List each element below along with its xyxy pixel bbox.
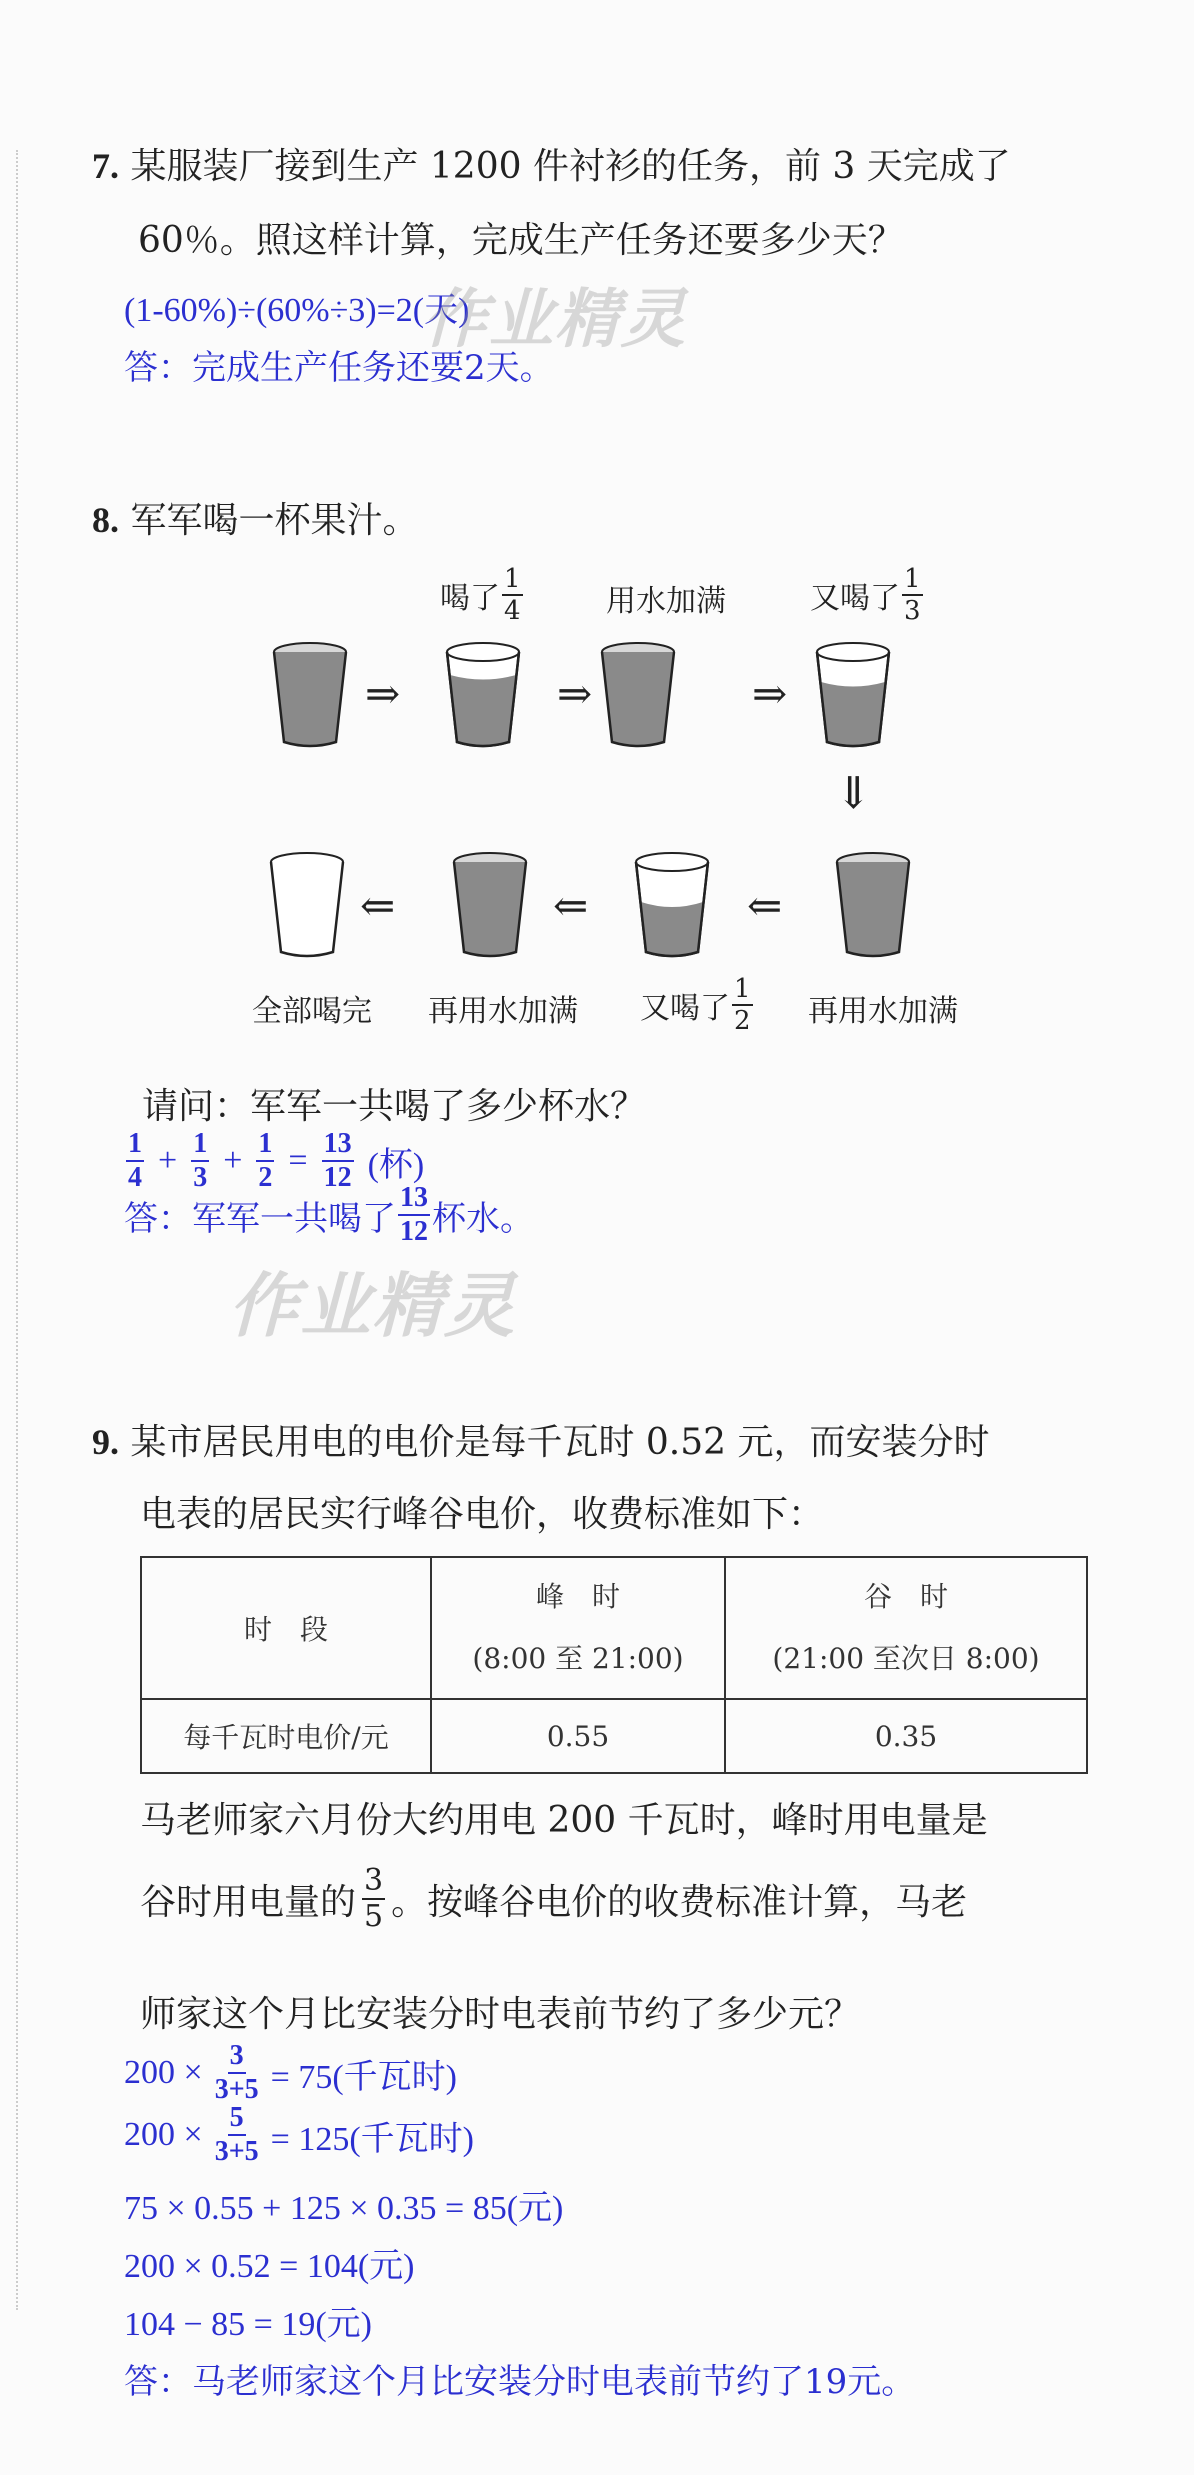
watermark-logo-1: 作业精灵 bbox=[418, 283, 703, 357]
fraction-three-fifths bbox=[362, 1863, 385, 1934]
cell-peak-price: 0.55 bbox=[431, 1699, 725, 1773]
frac-num: 1 bbox=[191, 1130, 209, 1162]
q7-solution: (1-60%)÷(60%÷3)=2(天) bbox=[124, 292, 470, 329]
q8-question: 请问：军军一共喝了多少杯水？ bbox=[142, 1086, 647, 1127]
frac-den: 2 bbox=[258, 1162, 273, 1193]
price-table bbox=[140, 1556, 1088, 1774]
sol2-prefix: 200 × bbox=[124, 2116, 203, 2153]
q7-text-line1: 某服装厂接到生产 1200 件衬衫的任务，前 3 天完成了 bbox=[130, 146, 1011, 187]
q8-solution bbox=[124, 1130, 424, 1192]
frac-num: 13 bbox=[322, 1130, 354, 1162]
row-label: 每千瓦时电价/元 bbox=[141, 1699, 431, 1773]
q9-para3: 师家这个月比安装分时电表前节约了多少元？ bbox=[140, 1994, 861, 2035]
q9-line1 bbox=[92, 1414, 990, 1465]
q9-number: 9. bbox=[92, 1422, 119, 1462]
caption-fill-water: 用水加满 bbox=[606, 584, 726, 619]
sol2-frac bbox=[213, 2104, 261, 2166]
cup-full-3 bbox=[837, 853, 909, 956]
caption-drink-all: 全部喝完 bbox=[252, 994, 372, 1029]
q9-para2 bbox=[140, 1863, 968, 1934]
q9-sol4: 200 × 0.52 = 104(元) bbox=[124, 2248, 415, 2285]
plus-sign: + bbox=[223, 1142, 243, 1179]
cup-two-thirds bbox=[817, 643, 889, 746]
caption-drink-quarter bbox=[440, 566, 525, 624]
cup-full-2 bbox=[602, 643, 674, 746]
q9-para2-prefix: 谷时用电量的 bbox=[140, 1881, 357, 1923]
cell-valley-price: 0.35 bbox=[725, 1699, 1087, 1773]
arrow-right-2: ⇒ bbox=[557, 669, 593, 718]
unit-cup: (杯) bbox=[367, 1146, 425, 1184]
sol-frac-half bbox=[256, 1130, 274, 1192]
q8-number: 8. bbox=[92, 500, 119, 540]
frac-den: 4 bbox=[128, 1162, 142, 1193]
q9-text-line2: 电表的居民实行峰谷电价，收费标准如下： bbox=[140, 1494, 825, 1535]
header-period: 时 段 bbox=[141, 1557, 431, 1699]
margin-dotted-line bbox=[16, 150, 18, 2310]
frac-den: 12 bbox=[400, 1216, 428, 1247]
caption-drink-half bbox=[640, 976, 755, 1034]
q7-line1 bbox=[92, 138, 1011, 189]
header-peak bbox=[431, 1557, 725, 1699]
sol1-prefix: 200 × bbox=[124, 2054, 203, 2091]
sol-frac-result bbox=[322, 1130, 354, 1192]
frac-den: 3+5 bbox=[214, 2136, 259, 2167]
arrow-down: ⇓ bbox=[835, 768, 872, 819]
header-valley bbox=[725, 1557, 1087, 1699]
q9-sol5: 104 − 85 = 19(元) bbox=[124, 2306, 372, 2343]
cup-full-1 bbox=[274, 643, 346, 746]
frac-den: 2 bbox=[734, 1006, 751, 1036]
frac-den: 3+5 bbox=[214, 2074, 259, 2105]
frac-num: 1 bbox=[256, 1130, 274, 1162]
plus-sign: + bbox=[158, 1142, 178, 1179]
q9-sol2 bbox=[124, 2104, 474, 2166]
caption-drink-quarter-text: 喝了 bbox=[440, 581, 500, 616]
q8-text: 军军喝一杯果汁。 bbox=[130, 500, 419, 541]
q7-number: 7. bbox=[92, 146, 119, 186]
frac-num: 5 bbox=[228, 2104, 246, 2136]
q9-para2-suffix: 。按峰谷电价的收费标准计算，马老 bbox=[391, 1881, 968, 1923]
caption-drink-half-text: 又喝了 bbox=[640, 991, 730, 1026]
frac-num: 1 bbox=[504, 564, 521, 594]
q8-answer bbox=[124, 1184, 534, 1246]
caption-refill-2: 再用水加满 bbox=[808, 994, 958, 1029]
frac-den: 12 bbox=[323, 1162, 352, 1193]
frac-num: 3 bbox=[364, 1863, 384, 1898]
q9-answer: 答：马老师家这个月比安装分时电表前节约了19元。 bbox=[124, 2362, 916, 2402]
q8-answer-prefix: 答：军军一共喝了 bbox=[124, 1198, 396, 1239]
caption-drink-third bbox=[810, 566, 925, 624]
caption-drink-third-text: 又喝了 bbox=[810, 581, 900, 616]
frac-num: 1 bbox=[126, 1130, 144, 1162]
fraction-half bbox=[732, 976, 753, 1034]
sol-frac-quarter bbox=[126, 1130, 144, 1192]
sol2-suffix: = 125(千瓦时) bbox=[270, 2120, 474, 2158]
sol1-suffix: = 75(千瓦时) bbox=[270, 2058, 457, 2096]
fraction-quarter bbox=[502, 566, 523, 624]
frac-num: 1 bbox=[734, 974, 751, 1004]
caption-refill: 再用水加满 bbox=[428, 994, 578, 1029]
frac-den: 3 bbox=[904, 596, 921, 626]
header-valley-title: 谷 时 bbox=[863, 1580, 948, 1613]
arrow-left-1: ⇐ bbox=[360, 881, 396, 930]
arrow-left-2: ⇐ bbox=[553, 881, 589, 930]
cup-half bbox=[636, 853, 708, 956]
arrow-left-3: ⇐ bbox=[747, 881, 783, 930]
q9-text-line1: 某市居民用电的电价是每千瓦时 0.52 元，而安装分时 bbox=[130, 1422, 990, 1463]
q9-sol3: 75 × 0.55 + 125 × 0.35 = 85(元) bbox=[124, 2190, 564, 2227]
q8-line bbox=[92, 492, 418, 543]
arrow-right-3: ⇒ bbox=[752, 669, 788, 718]
header-peak-title: 峰 时 bbox=[535, 1580, 620, 1613]
answer-frac-result bbox=[398, 1184, 430, 1246]
cup-three-quarter bbox=[447, 643, 519, 746]
arrow-right-1: ⇒ bbox=[365, 669, 401, 718]
juice-cups-diagram bbox=[260, 630, 960, 1010]
cup-empty bbox=[271, 853, 343, 956]
equals-sign: = bbox=[288, 1142, 308, 1179]
frac-den: 3 bbox=[193, 1162, 208, 1193]
sol1-frac bbox=[213, 2042, 261, 2104]
header-valley-range: (21:00 至次日 8:00) bbox=[772, 1642, 1040, 1675]
watermark-logo-2: 作业精灵 bbox=[223, 1265, 534, 1347]
q9-sol1 bbox=[124, 2042, 457, 2104]
frac-num: 3 bbox=[228, 2042, 246, 2074]
frac-num: 1 bbox=[904, 564, 921, 594]
header-peak-range: (8:00 至 21:00) bbox=[472, 1642, 684, 1675]
q7-answer: 答：完成生产任务还要2天。 bbox=[124, 348, 554, 388]
fraction-third bbox=[902, 566, 923, 624]
q7-text-line2: 60％。照这样计算，完成生产任务还要多少天？ bbox=[138, 220, 904, 261]
frac-num: 13 bbox=[398, 1184, 430, 1216]
q9-para1: 马老师家六月份大约用电 200 千瓦时，峰时用电量是 bbox=[140, 1800, 988, 1841]
cup-full-4 bbox=[454, 853, 526, 956]
q8-answer-suffix: 杯水。 bbox=[432, 1198, 534, 1239]
frac-den: 4 bbox=[504, 596, 521, 626]
sol-frac-third bbox=[191, 1130, 209, 1192]
frac-den: 5 bbox=[364, 1899, 384, 1934]
